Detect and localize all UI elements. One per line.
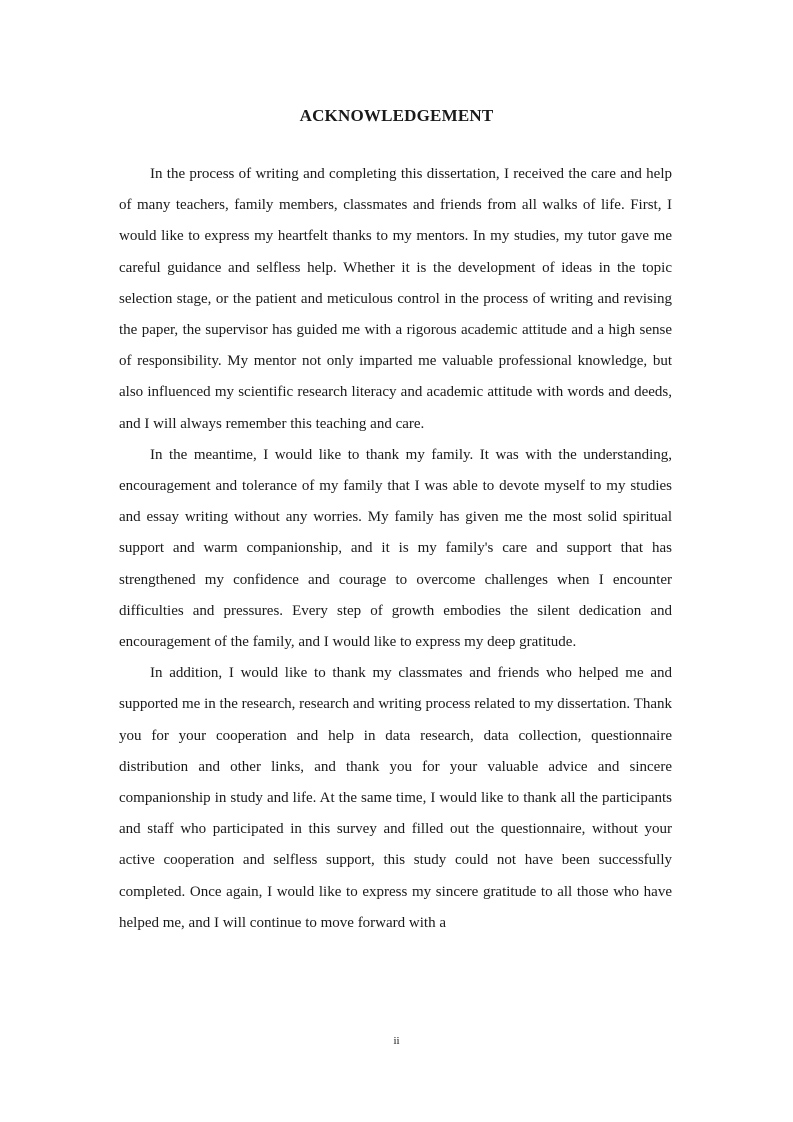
acknowledgement-body: [119, 159, 672, 939]
page-title: ACKNOWLEDGEMENT: [299, 106, 494, 125]
paragraph-classmates: In addition, I would like to thank my classmates and friends who helped me and supported me in the research, research and writing process related to my dissertation. Thank you for your cooperation and help in data research, data collection, questionnaire distribution and other links, and thank you for your valuable advice and sincere companionship in study and life. At the same time, I would like to thank all the participants and staff who participated in this survey and filled out the questionnaire, without your active cooperation and selfless support, this study could not have been successfully completed. Once again, I would like to express my sincere gratitude to all those who have helped me, and I will continue to move forward with a: [119, 665, 672, 931]
paragraph-family: In the meantime, I would like to thank my family. It was with the understanding, encouragement and tolerance of my family that I was able to devote myself to my studies and essay writing without any worries. My family has given me the most solid spiritual support and warm companionship, and it is my family's care and support that has strengthened my confidence and courage to overcome challenges when I encounter difficulties and pressures. Every step of growth embodies the silent dedication and encouragement of the family, and I would like to express my deep gratitude.: [119, 446, 672, 651]
paragraph-mentors: In the process of writing and completing this dissertation, I received the care and help of many teachers, family members, classmates and friends from all walks of life. First, I would like to express my heartfelt thanks to my mentors. In my studies, my tutor gave me careful guidance and selfless help. Whether it is the development of ideas in the topic selection stage, or the patient and meticulous control in the process of writing and revising the paper, the supervisor has guided me with a rigorous academic attitude and a high sense of responsibility. My mentor not only imparted me valuable professional knowledge, but also influenced my scientific research literacy and academic attitude with words and deeds, and I will always remember this teaching and care.: [119, 166, 672, 432]
page-number: ii: [393, 1035, 400, 1047]
